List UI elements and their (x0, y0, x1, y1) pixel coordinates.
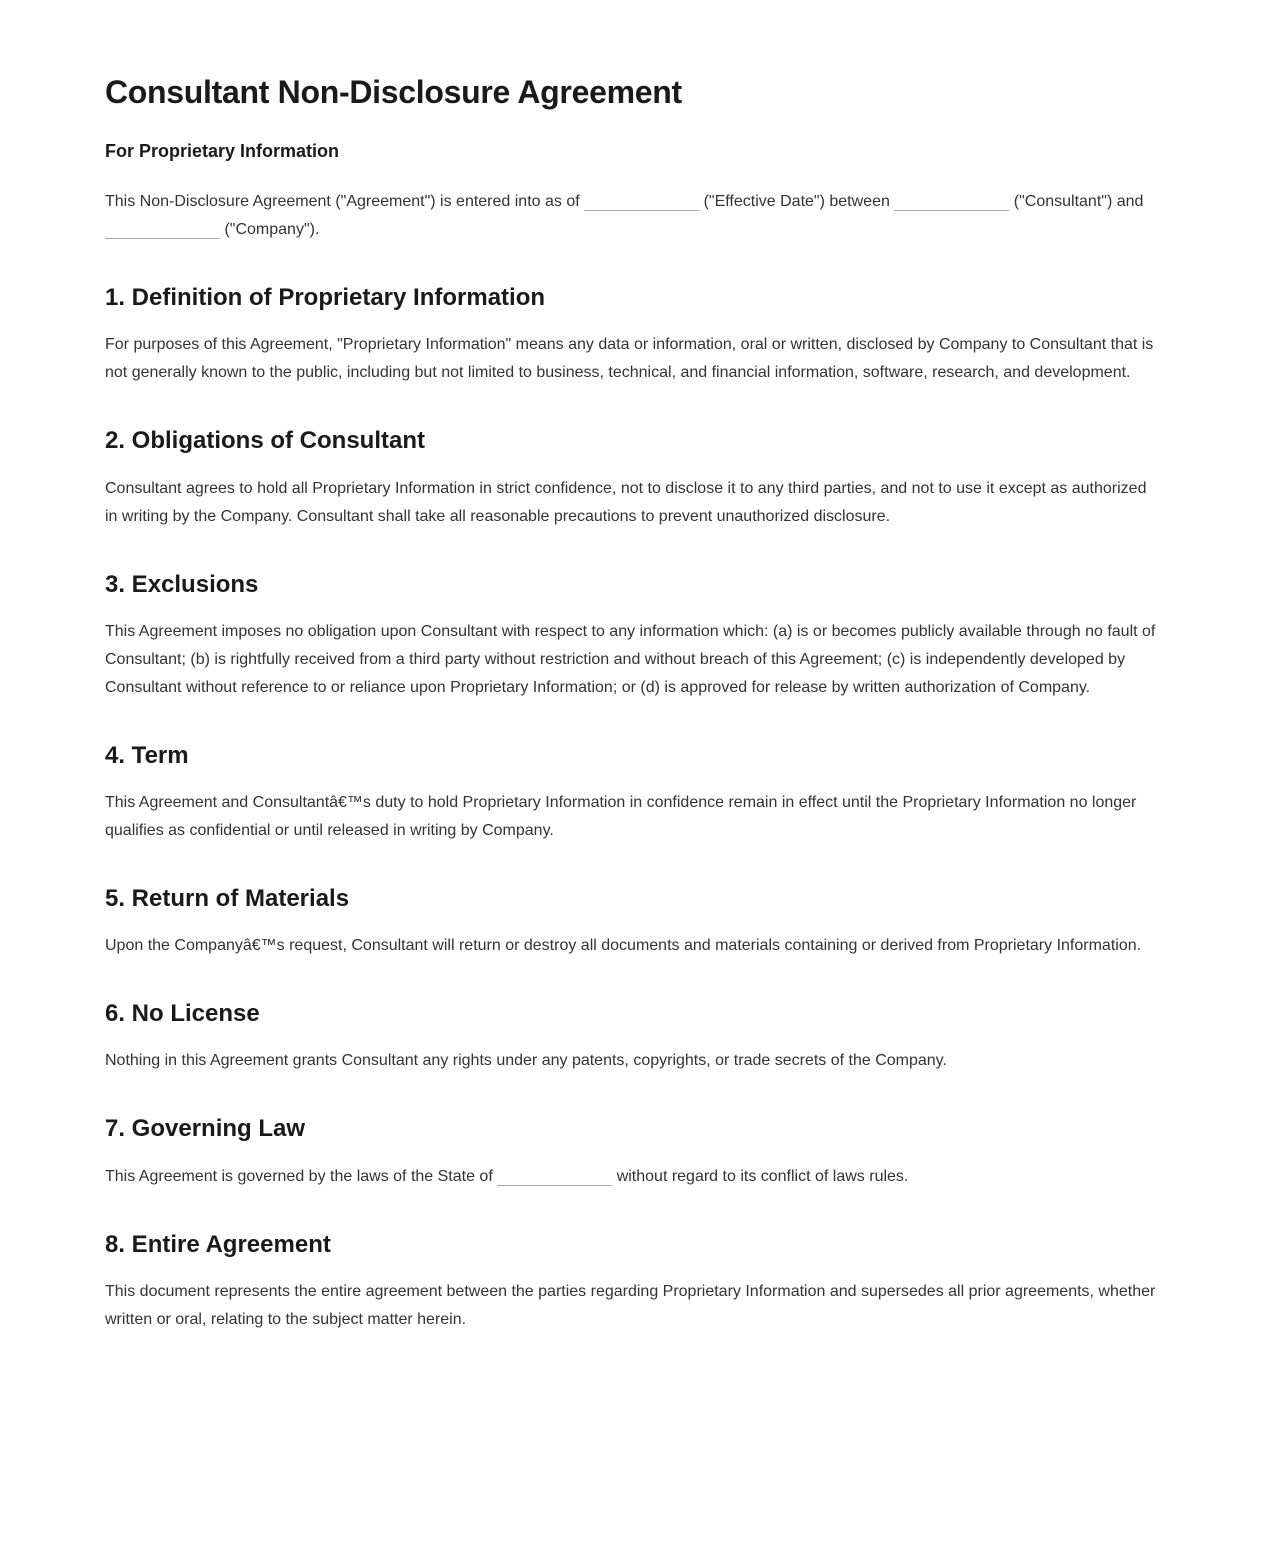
section-obligations (105, 425, 1158, 530)
section-paragraph (105, 1163, 1158, 1191)
section-exclusions (105, 569, 1158, 702)
section-paragraph: This Agreement imposes no obligation upon Consultant with respect to any information which: (a) is or becomes publicly available through no fault of Consultant; (b) is rightfully received from a third party without restriction and without breach of this Agreement; (c) is independently developed by Consultant without reference to or reliance upon Proprietary Information; or (d) is approved for release by written authorization of Company. (105, 622, 1156, 696)
consultant-name-blank (894, 193, 1009, 211)
section-no-license (105, 998, 1158, 1075)
section-governing-law (105, 1113, 1158, 1190)
section-paragraph: This Agreement and Consultantâ€™s duty to hold Proprietary Information in confidence remain in effect until the Proprietary Information no longer qualifies as confidential or until released in writing by Company. (105, 793, 1137, 839)
intro-text-part2: ("Effective Date") between (703, 193, 890, 211)
section-term (105, 740, 1158, 845)
section-heading: 5. Return of Materials (105, 884, 350, 912)
state-name-blank (497, 1168, 612, 1186)
section-definition (105, 282, 1158, 387)
section-heading: 8. Entire Agreement (105, 1230, 331, 1258)
section-paragraph: Consultant agrees to hold all Proprietary Information in strict confidence, not to disclose it to any third parties, and not to use it except as authorized in writing by the Company. Consultant shall take all reasonable precautions to prevent unauthorized disclosure. (105, 479, 1147, 525)
governing-law-text-before: This Agreement is governed by the laws of the State of (105, 1167, 493, 1185)
section-paragraph: This document represents the entire agreement between the parties regarding Proprietary Information and supersedes all prior agreements, whether written or oral, relating to the subject matter herein. (105, 1282, 1156, 1328)
section-heading: 2. Obligations of Consultant (105, 427, 425, 455)
section-paragraph: Upon the Companyâ€™s request, Consultant will return or destroy all documents and materials containing or derived from Proprietary Information. (105, 937, 1142, 955)
section-entire-agreement (105, 1229, 1158, 1334)
intro-paragraph (105, 188, 1158, 244)
section-heading: 4. Term (105, 741, 189, 769)
section-paragraph: Nothing in this Agreement grants Consultant any rights under any patents, copyrights, or trade secrets of the Company. (105, 1052, 947, 1070)
section-return-of-materials (105, 883, 1158, 960)
section-heading: 3. Exclusions (105, 570, 259, 598)
section-paragraph: For purposes of this Agreement, "Proprietary Information" means any data or information, oral or written, disclosed by Company to Consultant that is not generally known to the public, including but not limited to business, technical, and financial information, software, research, and development. (105, 336, 1154, 382)
section-heading: 1. Definition of Proprietary Information (105, 284, 546, 312)
section-heading: 7. Governing Law (105, 1115, 306, 1143)
section-heading: 6. No License (105, 1000, 260, 1028)
intro-text-part1: This Non-Disclosure Agreement ("Agreement") is entered into as of (105, 193, 580, 211)
document-subtitle: For Proprietary Information (105, 141, 340, 161)
effective-date-blank (584, 193, 699, 211)
intro-text-part4: ("Company"). (224, 221, 320, 239)
intro-text-part3: ("Consultant") and (1013, 193, 1144, 211)
document-title: Consultant Non-Disclosure Agreement (105, 74, 682, 110)
governing-law-text-after: without regard to its conflict of laws rules. (616, 1167, 909, 1185)
company-name-blank (105, 221, 220, 239)
